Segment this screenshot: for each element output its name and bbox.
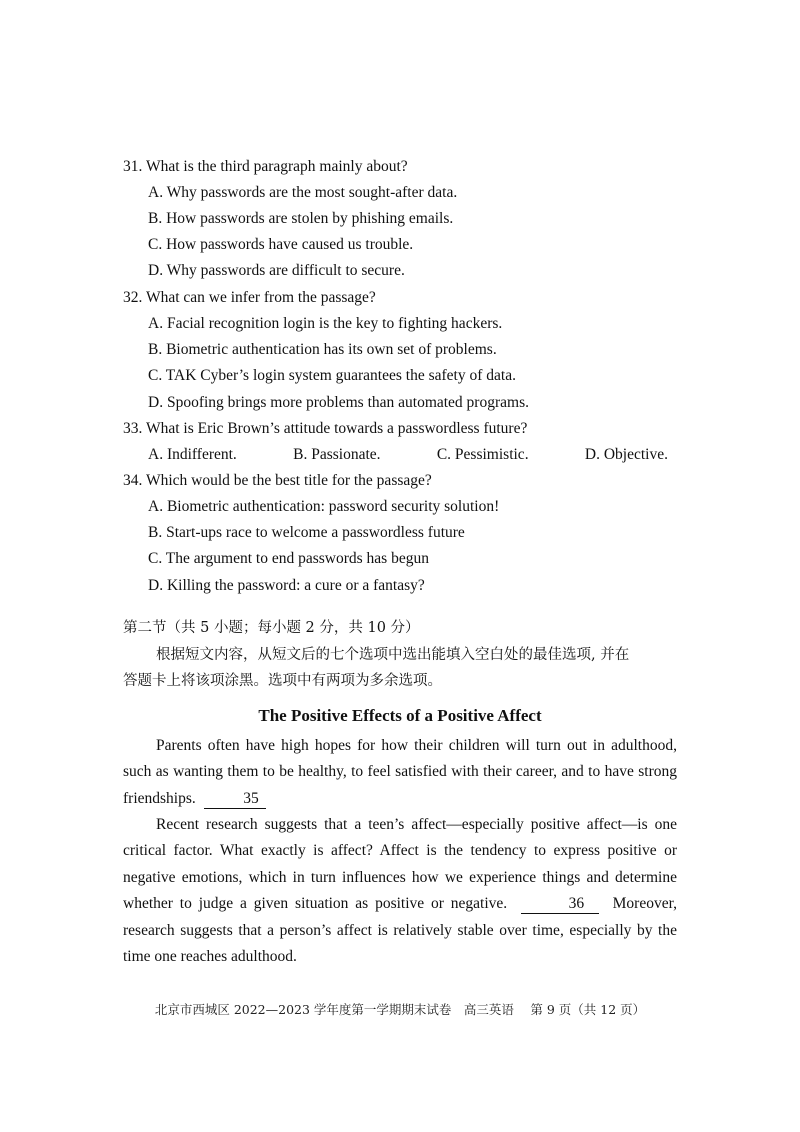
question-34-option-b: B. Start-ups race to welcome a passwordless future — [148, 524, 465, 541]
question-32-option-b: B. Biometric authentication has its own set of problems. — [148, 341, 497, 358]
question-31-option-c: C. How passwords have caused us trouble. — [148, 236, 414, 253]
blank-35: 35 — [204, 790, 266, 809]
question-31-option-d: D. Why passwords are difficult to secure. — [148, 262, 405, 279]
paragraph-2-text-after: Moreover, research suggests that a person’s affect is relatively stable over time, especially by the time one reaches adulthood. — [123, 895, 678, 966]
question-31-option-a: A. Why passwords are the most sought-after data. — [148, 184, 458, 201]
question-33-stem: 33. What is Eric Brown’s attitude towards a passwordless future? — [123, 420, 528, 437]
question-32-option-a: A. Facial recognition login is the key to fighting hackers. — [148, 315, 503, 332]
question-32-option-c: C. TAK Cyber’s login system guarantees the safety of data. — [148, 367, 516, 384]
question-33-options — [148, 445, 668, 465]
question-34-option-d: D. Killing the password: a cure or a fantasy? — [148, 577, 425, 594]
page-footer: 北京市西城区 2022—2023 学年度第一学期期末试卷 高三英语 第 9 页（共 12 页） — [154, 1002, 646, 1017]
passage-paragraph-2 — [123, 812, 677, 970]
question-31-stem: 31. What is the third paragraph mainly about? — [123, 158, 408, 175]
paragraph-2-text-before: Recent research suggests that a teen’s affect—especially positive affect—is one critical factor. What exactly is affect? Affect is the tendency to express positive or negative emotions, which in turn influences how we experience things and determine whether to judge a given situation as positive or negative. — [123, 816, 677, 913]
question-34-option-c: C. The argument to end passwords has begun — [148, 550, 429, 567]
paragraph-1-text: Parents often have high hopes for how their children will turn out in adulthood, such as wanting them to be healthy, to feel satisfied with their career, and to have strong friendships. — [123, 737, 677, 807]
question-33-option-c: C. Pessimistic. — [436, 446, 529, 463]
question-31-option-b: B. How passwords are stolen by phishing emails. — [148, 210, 454, 227]
question-33-option-d: D. Objective. — [584, 446, 668, 463]
section-instruction-line-2: 答题卡上将该项涂黑。选项中有两项为多余选项。 — [123, 673, 442, 689]
section-heading: 第二节（共 5 小题；每小题 2 分，共 10 分） — [123, 620, 420, 636]
question-34-option-a: A. Biometric authentication: password security solution! — [148, 498, 500, 515]
passage-title: The Positive Effects of a Positive Affect — [258, 706, 542, 725]
question-32-option-d: D. Spoofing brings more problems than automated programs. — [148, 394, 529, 411]
question-33-option-b: B. Passionate. — [293, 446, 381, 463]
question-32-stem: 32. What can we infer from the passage? — [123, 289, 376, 306]
blank-36: 36 — [521, 895, 599, 914]
passage-paragraph-1 — [123, 733, 677, 812]
question-34-stem: 34. Which would be the best title for the passage? — [123, 472, 432, 489]
question-33-option-a: A. Indifferent. — [148, 446, 237, 463]
section-instruction-line-1: 根据短文内容，从短文后的七个选项中选出能填入空白处的最佳选项, 并在 — [156, 647, 630, 663]
